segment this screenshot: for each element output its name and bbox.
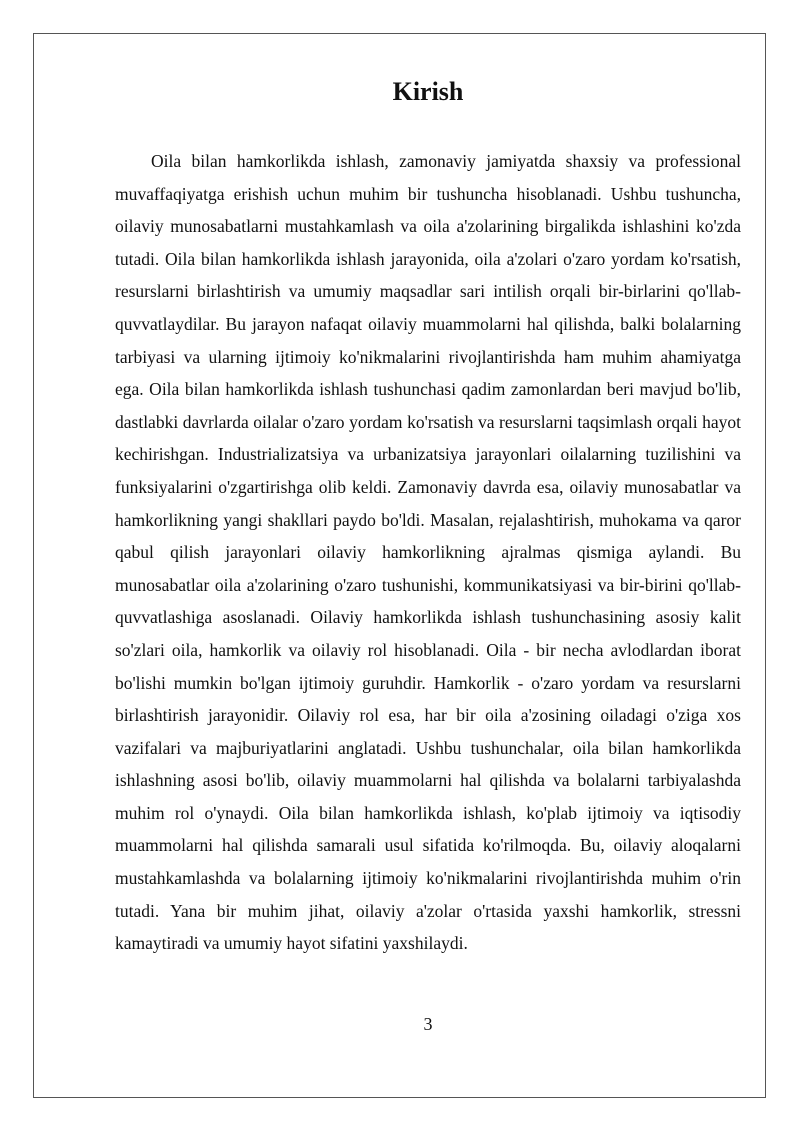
page-number: 3 [423, 1014, 433, 1034]
body-paragraph: Oila bilan hamkorlikda ishlash, zamonaviy jamiyatda shaxsiy va professional muvaffaqiyatga erishish uchun muhim bir tushuncha hisoblanadi. Ushbu tushuncha, oilaviy munosabatlarni mustahkamlash va oila a'zolarining birgalikda ishlashini ko'zda tutadi. Oila bilan hamkorlikda ishlash jarayonida, oila a'zolari o'zaro yordam ko'rsatish, resurslarni birlashtirish va umumiy maqsadlar sari intilish orqali bir-birlarini qo'llab-quvvatlaydilar. Bu jarayon nafaqat oilaviy muammolarni hal qilishda, balki bolalarning tarbiyasi va ularning ijtimoiy ko'nikmalarini rivojlantirishda ham muhim ahamiyatga ega. Oila bilan hamkorlikda ishlash tushunchasi qadim zamonlardan beri mavjud bo'lib, dastlabki davrlarda oilalar o'zaro yordam ko'rsatish va resurslarni taqsimlash orqali hayot kechirishgan. Industrializatsiya va urbanizatsiya jarayonlari oilalarning tuzilishini va funksiyalarini o'zgartirishga olib keldi. Zamonaviy davrda esa, oilaviy munosabatlar va hamkorlikning yangi shakllari paydo bo'ldi. Masalan, rejalashtirish, muhokama va qaror qabul qilish jarayonlari oilaviy hamkorlikning ajralmas qismiga aylandi. Bu munosabatlar oila a'zolarining o'zaro tushunishi, kommunikatsiyasi va bir-birini qo'llab-quvvatlashiga asoslanadi. Oilaviy hamkorlikda ishlash tushunchasining asosiy kalit so'zlari oila, hamkorlik va oilaviy rol hisoblanadi. Oila - bir necha avlodlardan iborat bo'lishi mumkin bo'lgan ijtimoiy guruhdir. Hamkorlik - o'zaro yordam va resurslarni birlashtirish jarayonidir. Oilaviy rol esa, har bir oila a'zosining oiladagi o'ziga xos vazifalari va majburiyatlarini anglatadi. Ushbu tushunchalar, oila bilan hamkorlikda ishlashning asosi bo'lib, oilaviy muammolarni hal qilishda va bolalarni tarbiyalashda muhim rol o'ynaydi. Oila bilan hamkorlikda ishlash, ko'plab ijtimoiy va iqtisodiy muammolarni hal qilishda samarali usul sifatida ko'rilmoqda. Bu, oilaviy aloqalarni mustahkamlashda va bolalarning ijtimoiy ko'nikmalarini rivojlantirishda muhim o'rin tutadi. Yana bir muhim jihat, oilaviy a'zolar o'rtasida yaxshi hamkorlik, stressni kamaytiradi va umumiy hayot sifatini yaxshilaydi. [115, 151, 741, 954]
page-title: Kirish [392, 77, 464, 106]
